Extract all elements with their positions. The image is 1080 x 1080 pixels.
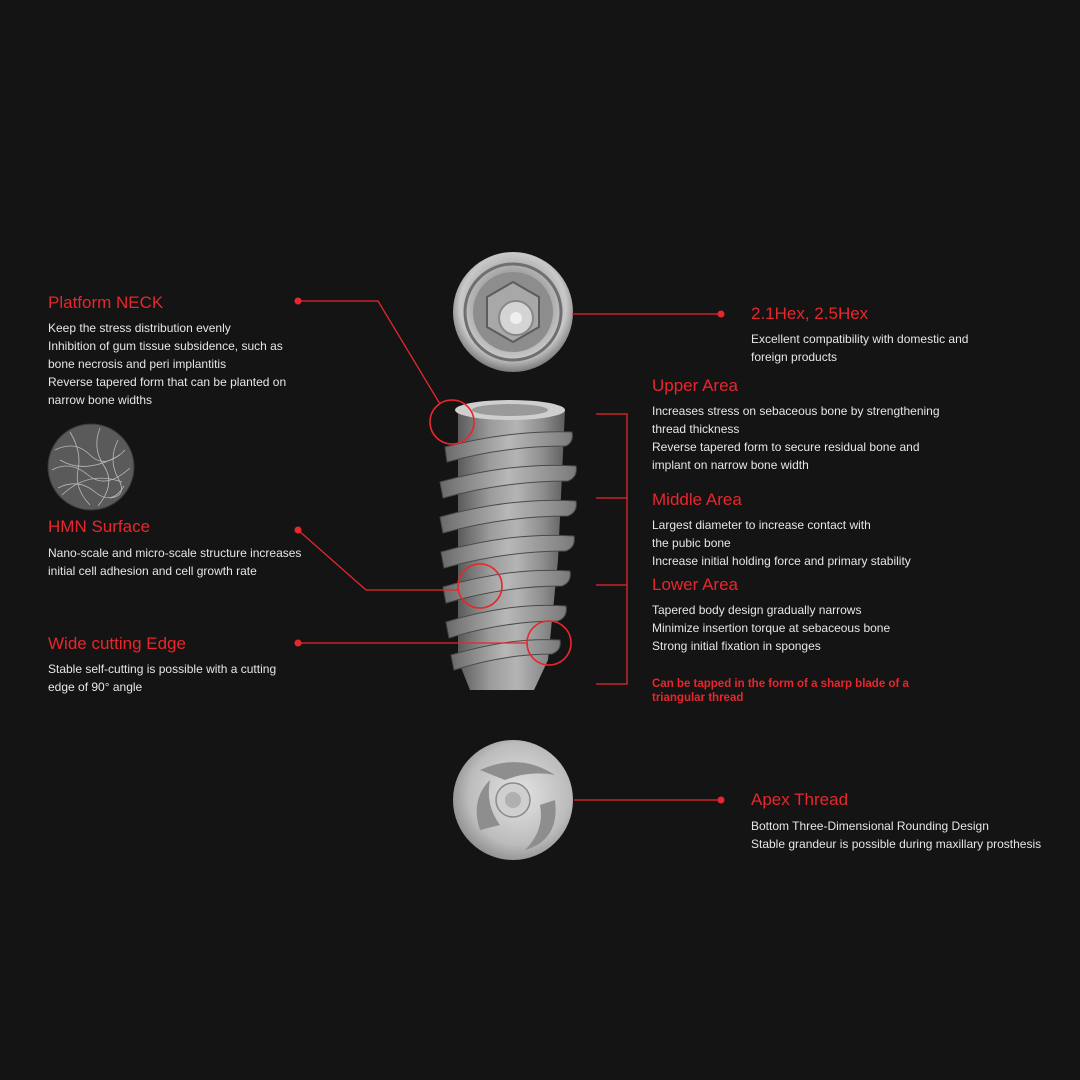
description-line: Increase initial holding force and primary stability (652, 554, 911, 568)
description-line: edge of 90° angle (48, 680, 143, 694)
cutting-edge-dot (295, 640, 302, 647)
description-line: Inhibition of gum tissue subsidence, such as (48, 339, 283, 353)
implant-apex-view-image (453, 740, 573, 860)
description-line: the pubic bone (652, 536, 731, 550)
lower-area-title: Lower Area (652, 575, 738, 594)
description-line: narrow bone widths (48, 393, 153, 407)
wide-cutting-edge-title: Wide cutting Edge (48, 634, 186, 653)
implant-body-image (440, 400, 576, 690)
description-line: Bottom Three-Dimensional Rounding Design (751, 819, 989, 833)
description-line: Largest diameter to increase contact with (652, 518, 871, 532)
triangular-thread-note (652, 677, 909, 705)
hmn-surface-dot (295, 527, 302, 534)
description-line: initial cell adhesion and cell growth rate (48, 564, 257, 578)
description-line: foreign products (751, 350, 838, 364)
middle-area-description (652, 516, 911, 570)
apex-thread-description (751, 817, 1041, 853)
middle-area-title: Middle Area (652, 490, 742, 509)
description-line: Stable self-cutting is possible with a cutting (48, 662, 277, 676)
description-line: Tapered body design gradually narrows (652, 603, 862, 617)
apex-thread-title: Apex Thread (751, 790, 849, 809)
platform-neck-leader-line (298, 301, 440, 404)
note-line: Can be tapped in the form of a sharp blade of a (652, 678, 909, 690)
description-line: Nano-scale and micro-scale structure increases (48, 546, 302, 560)
description-line: implant on narrow bone width (652, 458, 809, 472)
hmn-surface-micrograph-image (48, 424, 134, 510)
description-line: Reverse tapered form to secure residual bone and (652, 440, 920, 454)
hmn-surface-description (48, 544, 301, 580)
description-line: Excellent compatibility with domestic and (751, 332, 969, 346)
description-line: Increases stress on sebaceous bone by strengthening (652, 404, 940, 418)
platform-neck-dot (295, 298, 302, 305)
description-line: Reverse tapered form that can be planted on (48, 375, 287, 389)
description-line: Stable grandeur is possible during maxillary prosthesis (751, 837, 1042, 851)
hmn-surface-leader-line (298, 530, 458, 590)
platform-neck-description (48, 319, 286, 409)
hex-dot (718, 311, 725, 318)
implant-top-view-image (453, 252, 573, 372)
description-line: Strong initial fixation in sponges (652, 639, 821, 653)
description-line: Minimize insertion torque at sebaceous bone (652, 621, 891, 635)
lower-area-description (652, 601, 890, 655)
note-line: triangular thread (652, 692, 744, 704)
description-line: thread thickness (652, 422, 740, 436)
upper-area-description (652, 402, 940, 474)
hmn-surface-title: HMN Surface (48, 517, 151, 536)
description-line: Keep the stress distribution evenly (48, 321, 231, 335)
platform-neck-title: Platform NECK (48, 293, 164, 312)
body-area-bracket (596, 414, 627, 684)
description-line: bone necrosis and peri implantitis (48, 357, 227, 371)
hex-description (751, 330, 968, 366)
wide-cutting-edge-description (48, 660, 276, 696)
upper-area-title: Upper Area (652, 376, 738, 395)
apex-dot (718, 797, 725, 804)
hex-title: 2.1Hex, 2.5Hex (751, 304, 869, 323)
